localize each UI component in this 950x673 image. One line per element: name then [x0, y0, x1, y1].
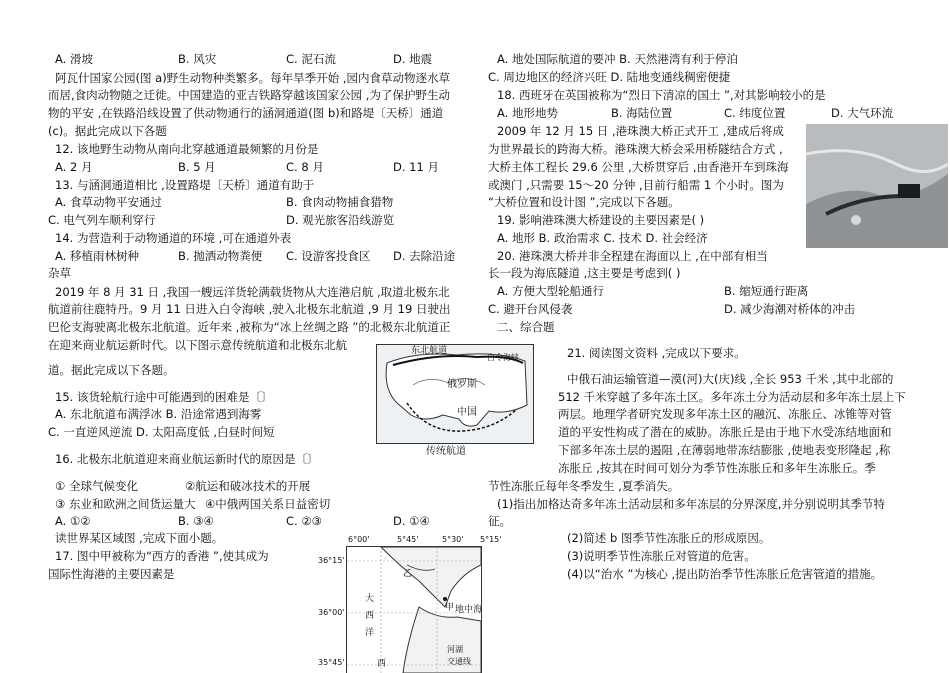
q12-stem: 12. 该地野生动物从南向北穿越通道最频繁的月份是 [55, 142, 319, 156]
q21-sub4: (4)以“治水 ”为核心 ,提出防治季节性冻胀丘危害管道的措施。 [567, 567, 883, 581]
q20-option-c: C. 避开台风侵袭 [488, 302, 573, 316]
q14-option-a: A. 移植雨林树种 [55, 249, 139, 263]
lat-label: 36°00' [318, 608, 345, 617]
q18-option-b: B. 海陆位置 [611, 106, 673, 120]
q16-option-d: D. ①④ [393, 514, 430, 528]
q18-option-a: A. 地形地势 [497, 106, 558, 120]
lon-label: 5°15' [480, 535, 502, 544]
route-text-line: 巴伦支海驶离北极东北航道。近年来 ,被称为“冰上丝绸之路 ”的北极东北航道正 [48, 320, 451, 334]
region-map [346, 546, 482, 673]
q13-option-b: B. 食肉动物捕食猎物 [286, 195, 394, 209]
q16-option-c: C. ②③ [286, 514, 322, 528]
bridge-location-drawing [806, 124, 948, 248]
q18-stem: 18. 西班牙在英国被称为“烈日下清凉的国土 ”,对其影响较小的是 [497, 88, 826, 102]
q16-stem: 16. 北极东北航道迎来商业航运新时代的原因是〔〕 [55, 452, 319, 466]
china-label: 中国 [457, 407, 477, 418]
bridge-text-line: 大桥主体工程长 29.6 公里 ,大桥贯穿后 ,由香港开车到珠海 [488, 160, 789, 174]
pipeline-text-line: 道的平安性构成了潜在的威胁。冻胀丘是由于地下水受冻结地面和 [558, 425, 892, 439]
lat-label: 36°15' [318, 556, 345, 565]
route-text-line: 2019 年 8 月 31 日 ,我国一艘远洋货轮满载货物从大连港启航 ,取道北极东北 [55, 285, 450, 299]
q16-choice-3: ③ 东业和欧洲之间货运量大 [55, 497, 196, 511]
arctic-route-map [376, 344, 534, 444]
bridge-text-line: “大桥位置和设计图 ”,完成以下各题。 [488, 195, 680, 209]
bridge-text-line: 为世界最长的跨海大桥。港珠澳大桥会采用桥隧结合方式 , [488, 142, 783, 156]
pipeline-text-line: 两层。地理学者研究发现多年冻土区的融沉、冻胀丘、冰锥等对管 [558, 407, 892, 421]
q13-stem: 13. 与涵洞通道相比 ,设置路堤〔天桥〕通道有助于 [55, 178, 315, 192]
lon-label: 6°00' [348, 535, 370, 544]
q21-intro: 21. 阅读图文资料 ,完成以下要求。 [567, 346, 746, 360]
q15-options-ab: A. 东北航道布满浮冰 B. 沿途常遇到海雾 [55, 407, 262, 421]
arctic-map-title: 东北航道 [411, 346, 448, 356]
q15-stem: 15. 该货轮航行途中可能遇到的困难是〔〕 [55, 390, 273, 404]
pipeline-text-line: 中俄石油运输管道—漠(河)大(庆)线 ,全长 953 千米 ,其中北部的 [567, 372, 894, 386]
yi-label: 乙 [403, 569, 413, 579]
pipeline-text-line: 冻胀丘 ,按其在时间可划分为季节性冻胀丘和多年生冻胀丘。季 [558, 461, 876, 475]
q12-option-c: C. 8 月 [286, 160, 324, 174]
q16-choice-2: ②航运和破冰技术的开展 [185, 479, 311, 493]
q13-option-a: A. 食草动物平安通过 [55, 195, 162, 209]
q17-stem-cont: 国际性海港的主要因素是 [48, 567, 175, 581]
q12-option-a: A. 2 月 [55, 160, 93, 174]
park-text-line: 阿瓦什国家公园(图 a)野生动物种类繁多。每年旱季开始 ,园内食草动物逐水草 [55, 71, 450, 85]
q18-option-c: C. 纬度位置 [724, 106, 786, 120]
park-text-line: (c)。据此完成以下各题 [48, 124, 167, 138]
mediterranean-label: 地中海 [455, 605, 483, 615]
q17-options-ab: A. 地处国际航道的要冲 B. 天然港湾有利于停泊 [497, 52, 738, 66]
q20-option-b: B. 缩短通行距离 [724, 284, 809, 298]
route-text-line: 在迎来商业航运新时代。以下图示意传统航道和北极东北航 [48, 338, 347, 352]
q14-option-d: D. 去除沿途 [393, 249, 456, 263]
park-text-line: 物的平安 ,在铁路沿线设置了供动物通行的涵洞通道(图 b)和路堤〔天桥〕通道 [48, 106, 444, 120]
lon-label: 5°30' [442, 535, 464, 544]
q12-option-b: B. 5 月 [178, 160, 216, 174]
q18-option-d: D. 大气环流 [831, 106, 894, 120]
q12-option-d: D. 11 月 [393, 160, 439, 174]
q16-option-a: A. ①② [55, 514, 91, 528]
q15-options-cd: C. 一直逆风逆流 D. 太阳高度低 ,白昼时间短 [48, 425, 275, 439]
park-text-line: 而居,食肉动物随之迁徙。中国建造的亚吉铁路穿越该国家公园 ,为了保护野生动 [48, 88, 450, 102]
q11-option-c: C. 泥石流 [286, 52, 336, 66]
q20-option-d: D. 减少海潮对桥体的冲击 [724, 302, 856, 316]
q17-options-cd: C. 周边地区的经济兴旺 D. 陆地变通线稠密便捷 [488, 70, 731, 84]
route-text-end: 道。据此完成以下各题。 [48, 363, 175, 377]
q14-option-d-cont: 杂草 [48, 266, 71, 280]
legend-traffic: 交通线 [447, 657, 471, 666]
pipeline-text-line: 512 千米穿越了多年冻土区。多年冻土分为活动层和多年冻土层上下 [558, 390, 906, 404]
q20-stem: 20. 港珠澳大桥并非全程建在海面以上 ,在中部有相当 [497, 249, 768, 263]
q16-choice-1: ① 全球气候变化 [55, 479, 138, 493]
q14-stem: 14. 为营造利于动物通道的环境 ,可在通道外表 [55, 231, 292, 245]
q20-stem-cont: 长一段为海底隧道 ,这主要是考虑到( ) [488, 266, 681, 280]
russia-label: 俄罗斯 [447, 379, 477, 390]
q11-option-a: A. 滑坡 [55, 52, 93, 66]
section-title: 二、综合题 [497, 320, 555, 334]
region-map-intro: 读世界某区域图 ,完成下面小题。 [55, 531, 224, 545]
bridge-text-line: 2009 年 12 月 15 日 ,港珠澳大桥正式开工 ,建成后将成 [497, 124, 784, 138]
bridge-location-image [806, 124, 948, 248]
q17-stem: 17. 图中甲被称为“西方的香港 ”,使其成为 [55, 549, 269, 563]
q16-option-b: B. ③④ [178, 514, 214, 528]
route-text-line: 航道前往鹿特丹。9 月 11 日进入白令海峡 ,驶入北极东北航道 ,9 月 19 日驶出 [48, 302, 451, 316]
q21-sub3: (3)说明季节性冻胀丘对管道的危害。 [567, 549, 756, 563]
pipeline-text-end: 节性冻胀丘每年冬季发生 ,夏季消失。 [488, 479, 680, 493]
pipeline-text-line: 下部多年冻土层的遏阻 ,在薄弱地带冻结膨胀 ,使地表变形隆起 ,称 [558, 443, 891, 457]
q21-sub1: (1)指出加格达奇多年冻土活动层和多年冻层的分界深度,并分别说明其季节特 [497, 497, 885, 511]
q16-choice-4: ④中俄两国关系日益密切 [205, 497, 331, 511]
bridge-text-line: 或澳门 ,只需要 15～20 分钟 ,目前行船需 1 个小时。图为 [488, 178, 784, 192]
lat-label: 35°45' [318, 658, 345, 667]
q13-option-c: C. 电气列车顺利穿行 [48, 213, 156, 227]
q21-sub2: (2)简述 b 图季节性冻胀丘的形成原因。 [567, 531, 771, 545]
lon-label: 5°45' [397, 535, 419, 544]
q14-option-b: B. 抛洒动物粪便 [178, 249, 263, 263]
legend-river: 河湖 [447, 645, 463, 654]
q19-options: A. 地形 B. 政治需求 C. 技术 D. 社会经济 [497, 231, 708, 245]
traditional-route-caption: 传统航道 [426, 446, 466, 457]
q13-option-d: D. 观光旅客沿线游览 [286, 213, 395, 227]
q11-option-d: D. 地震 [393, 52, 433, 66]
q21-sub1-cont: 征。 [488, 514, 511, 528]
atlantic-label: 大西洋 [365, 594, 375, 639]
q14-option-c: C. 设游客投食区 [286, 249, 371, 263]
jia-label: 甲 [445, 603, 455, 613]
bering-strait-label: 白令海峡 [487, 353, 519, 362]
q20-option-a: A. 方便大型轮船通行 [497, 284, 604, 298]
west-label: 西 [377, 659, 387, 669]
q19-stem: 19. 影响港珠澳大桥建设的主要因素是( ) [497, 213, 705, 227]
q11-option-b: B. 风灾 [178, 52, 217, 66]
